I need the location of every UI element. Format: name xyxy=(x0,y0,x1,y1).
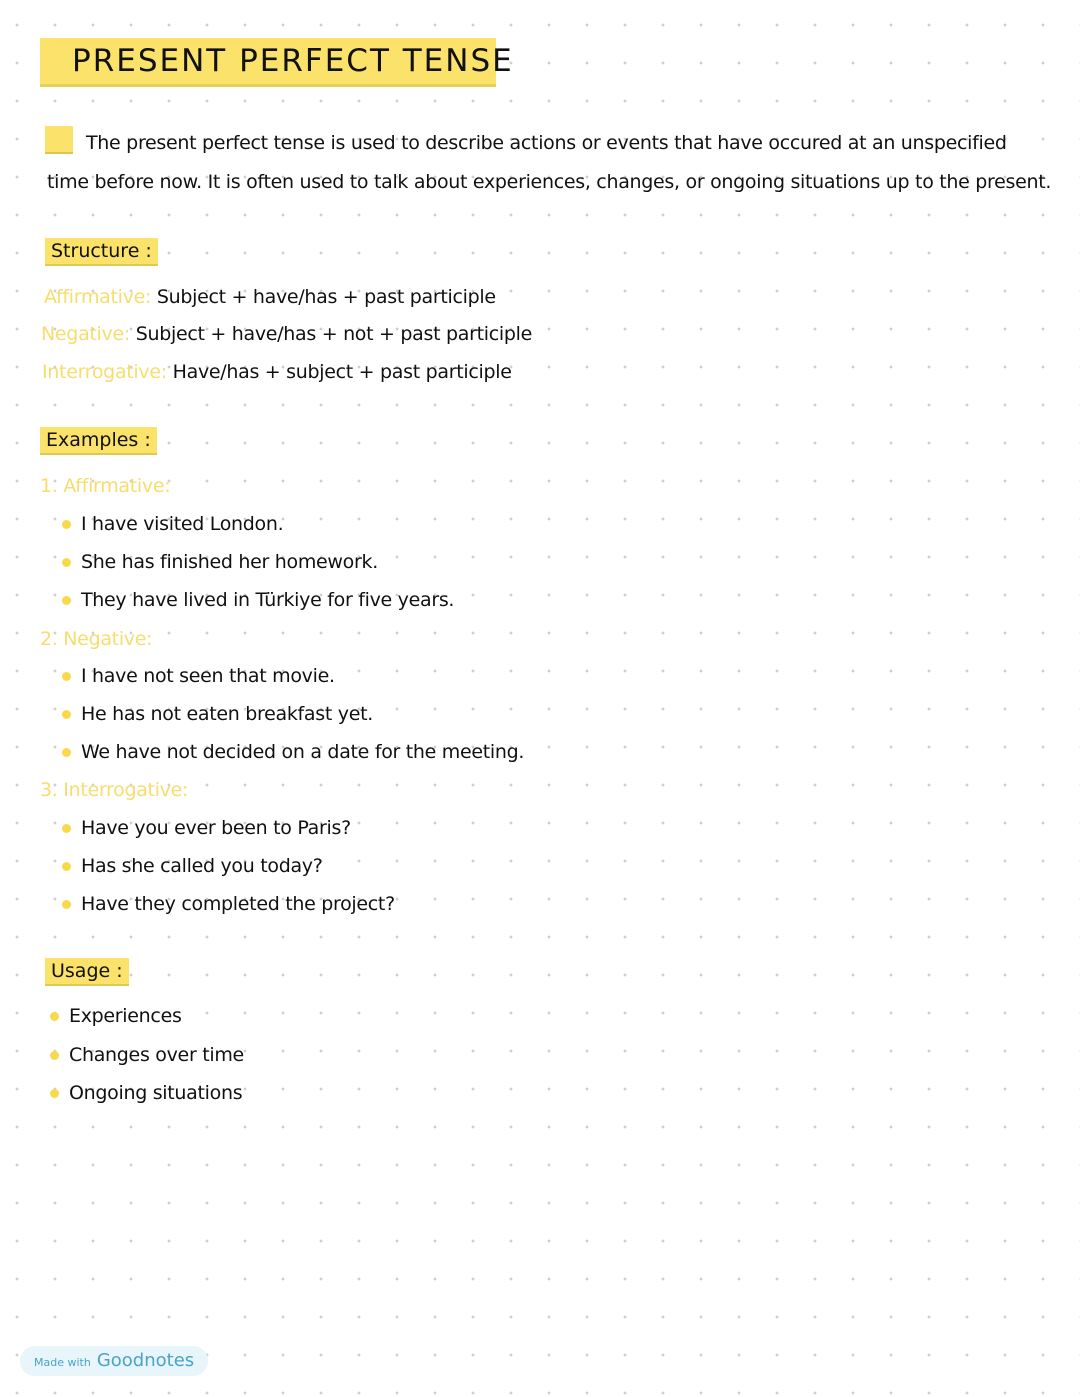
structure-label: Interrogative: xyxy=(42,361,167,383)
page-title: PRESENT PERFECT TENSE xyxy=(40,38,496,84)
list-item xyxy=(50,1082,242,1104)
example-text: I have not seen that movie. xyxy=(81,665,335,687)
bullet-icon xyxy=(62,862,71,871)
list-item xyxy=(62,703,373,725)
structure-label: Negative: xyxy=(41,323,130,345)
examples-group-label: 3. Interrogative: xyxy=(40,779,189,801)
example-text: I have visited London. xyxy=(81,513,284,535)
intro-line-2: time before now. It is often used to talk about experiences, changes, or ongoing situations up to the present. xyxy=(47,171,1052,193)
list-item xyxy=(62,665,335,687)
bullet-icon xyxy=(62,748,71,757)
examples-group-label: 1. Affirmative: xyxy=(40,475,171,497)
usage-heading: Usage : xyxy=(45,958,129,984)
usage-text: Ongoing situations xyxy=(69,1082,243,1104)
bullet-icon xyxy=(50,1051,59,1060)
examples-group-label: 2. Negative: xyxy=(40,628,153,650)
bullet-icon xyxy=(62,672,71,681)
yellow-square-marker xyxy=(45,126,73,152)
goodnotes-badge[interactable] xyxy=(20,1346,208,1376)
example-text: Have you ever been to Paris? xyxy=(81,817,351,839)
badge-brand-text: Goodnotes xyxy=(96,1350,195,1371)
usage-text: Changes over time xyxy=(69,1044,244,1066)
list-item xyxy=(62,893,395,915)
bullet-icon xyxy=(62,558,71,567)
bullet-icon xyxy=(62,596,71,605)
structure-label: Affirmative: xyxy=(44,286,152,308)
list-item xyxy=(62,741,524,763)
bullet-icon xyxy=(62,520,71,529)
list-item xyxy=(62,855,323,877)
list-item xyxy=(62,589,454,611)
example-text: They have lived in Türkiye for five years. xyxy=(81,589,455,611)
list-item xyxy=(62,817,351,839)
structure-formula: Have/has + subject + past participle xyxy=(172,361,512,383)
structure-formula: Subject + have/has + past participle xyxy=(156,286,496,308)
list-item xyxy=(50,1044,244,1066)
example-text: Have they completed the project? xyxy=(81,893,395,915)
usage-text: Experiences xyxy=(69,1005,182,1027)
badge-small-text: Made with xyxy=(34,1356,91,1369)
list-item xyxy=(62,551,378,573)
structure-row xyxy=(44,286,496,308)
example-text: We have not decided on a date for the meeting. xyxy=(81,741,525,763)
bullet-icon xyxy=(50,1089,59,1098)
structure-heading: Structure : xyxy=(45,238,158,264)
bullet-icon xyxy=(62,824,71,833)
example-text: She has finished her homework. xyxy=(81,551,378,573)
bullet-icon xyxy=(62,900,71,909)
list-item xyxy=(50,1005,182,1027)
bullet-icon xyxy=(62,710,71,719)
example-text: Has she called you today? xyxy=(81,855,323,877)
structure-formula: Subject + have/has + not + past participle xyxy=(135,323,532,345)
intro-line-1: The present perfect tense is used to describe actions or events that have occured at an unspecified xyxy=(86,132,1007,154)
structure-row xyxy=(41,323,532,345)
list-item xyxy=(62,513,283,535)
bullet-icon xyxy=(50,1012,59,1021)
example-text: He has not eaten breakfast yet. xyxy=(81,703,373,725)
examples-heading: Examples : xyxy=(40,427,157,453)
structure-row xyxy=(42,361,512,383)
